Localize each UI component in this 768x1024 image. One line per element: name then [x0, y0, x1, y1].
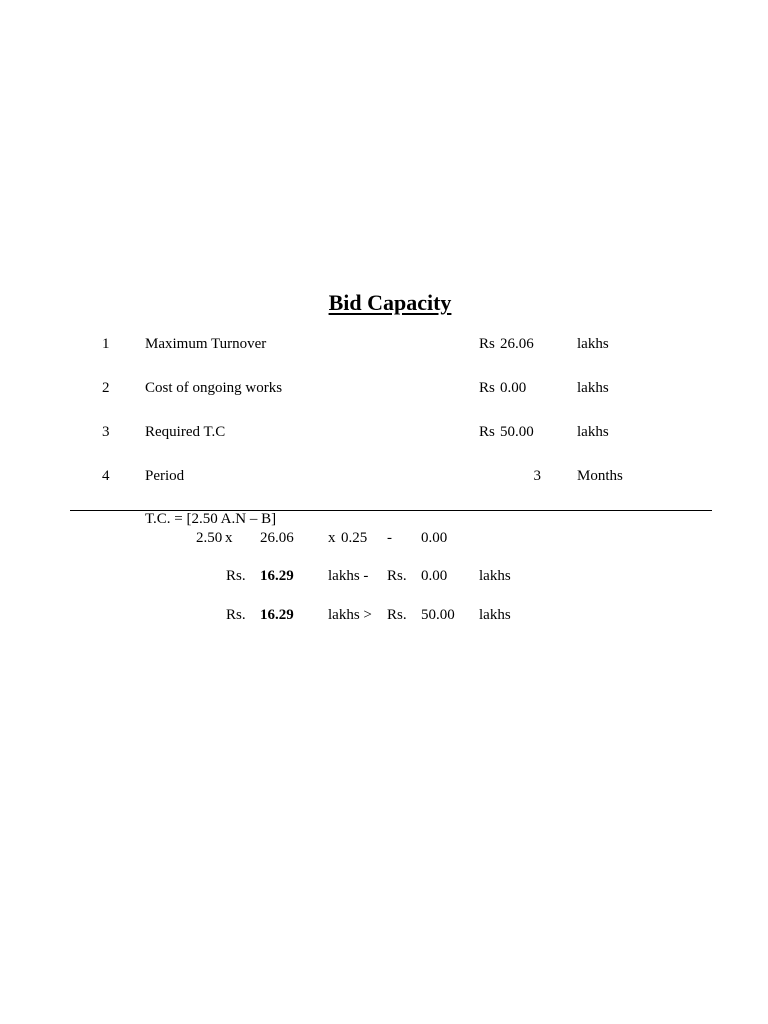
row-number: 4 — [102, 468, 110, 484]
row-label: Required T.C — [145, 424, 226, 440]
comparison-value: 16.29 — [260, 607, 294, 623]
row-value: 0.00 — [500, 380, 527, 396]
formula-b: 0.00 — [421, 530, 448, 546]
formula-turnover: 26.06 — [260, 530, 294, 546]
comparison-unit: lakhs — [479, 607, 511, 623]
page-title: Bid Capacity — [328, 290, 452, 315]
row-number: 2 — [102, 380, 110, 396]
row-label: Maximum Turnover — [145, 336, 267, 352]
row-number: 3 — [102, 424, 110, 440]
result-operator: lakhs - — [328, 568, 369, 584]
comparison-currency: Rs. — [226, 607, 246, 623]
row-label: Period — [145, 468, 185, 484]
formula-multiply: x — [225, 530, 233, 546]
row-value: 50.00 — [500, 424, 534, 440]
row-value: 26.06 — [500, 336, 534, 352]
formula-n: 0.25 — [341, 530, 368, 546]
result-currency: Rs. — [387, 568, 407, 584]
comparison-required: 50.00 — [421, 607, 455, 623]
row-number: 1 — [102, 336, 110, 352]
result-value: 16.29 — [260, 568, 294, 584]
formula-text: T.C. = [2.50 A.N – B] — [145, 511, 277, 527]
row-currency: Rs — [479, 336, 495, 352]
comparison-operator: lakhs > — [328, 607, 372, 623]
row-unit: lakhs — [577, 424, 609, 440]
row-unit: Months — [577, 468, 623, 484]
formula-factor: 2.50 — [196, 530, 223, 546]
row-currency: Rs — [479, 424, 495, 440]
row-value: 3 — [533, 468, 541, 484]
row-unit: lakhs — [577, 380, 609, 396]
result-b: 0.00 — [421, 568, 448, 584]
row-label: Cost of ongoing works — [145, 380, 283, 396]
result-unit: lakhs — [479, 568, 511, 584]
result-currency: Rs. — [226, 568, 246, 584]
comparison-currency: Rs. — [387, 607, 407, 623]
row-unit: lakhs — [577, 336, 609, 352]
formula-multiply: x — [328, 530, 336, 546]
row-currency: Rs — [479, 380, 495, 396]
formula-minus: - — [387, 530, 392, 546]
